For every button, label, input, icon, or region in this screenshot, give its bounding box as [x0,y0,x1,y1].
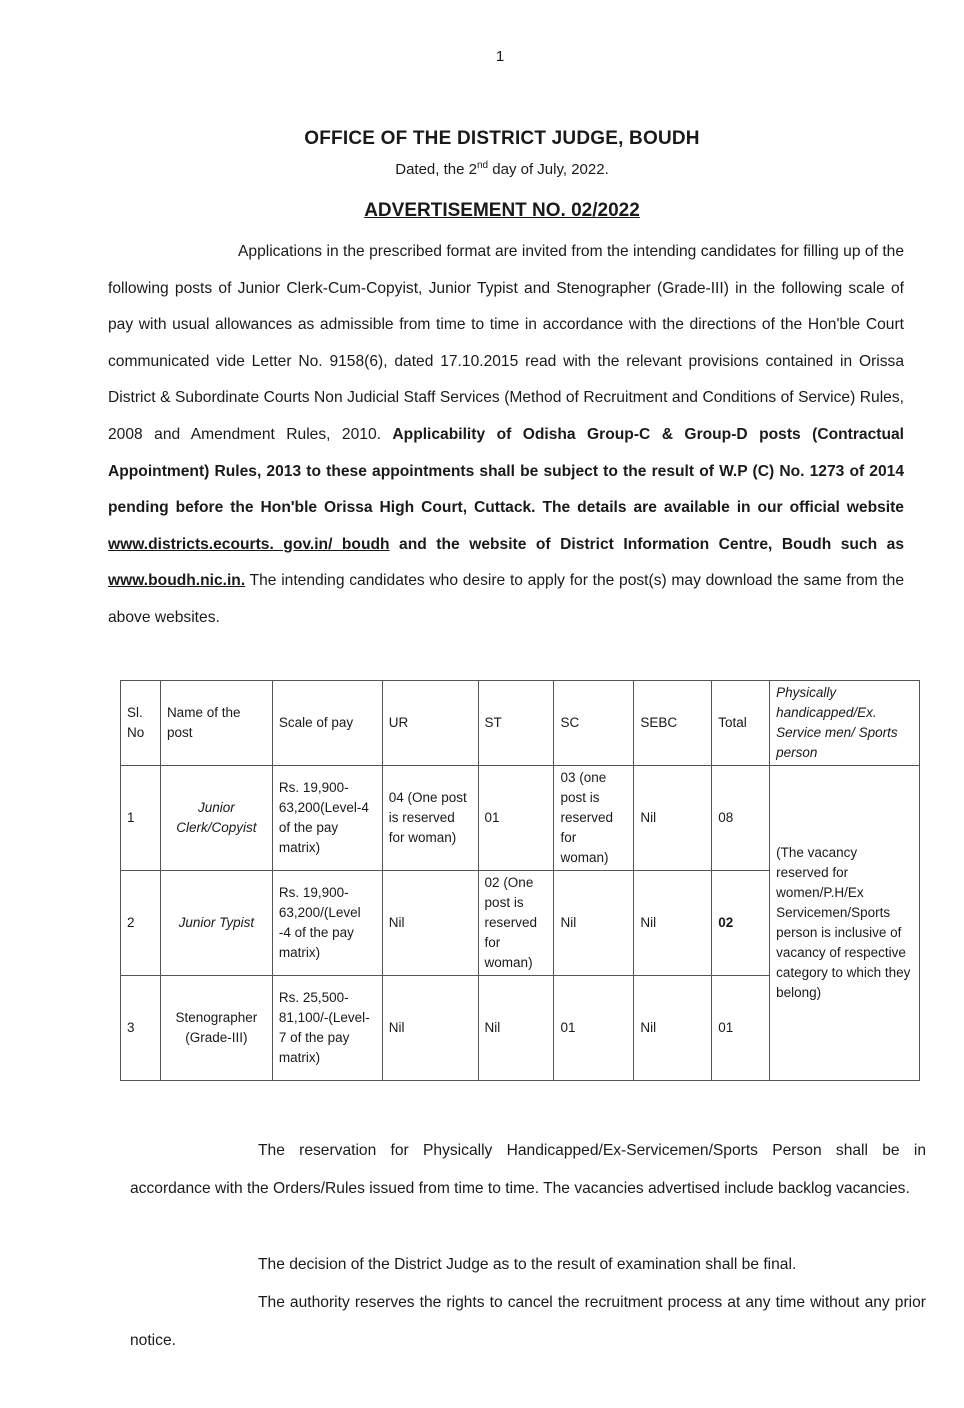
cell-name: Junior Typist [160,871,272,976]
header-ur: UR [382,681,478,766]
cell-total: 08 [712,766,770,871]
cell-sebc: Nil [634,976,712,1081]
decision-paragraph: The decision of the District Judge as to the result of examination shall be final. [258,1256,797,1273]
intro-part2: Applicability of Odisha Group-C & Group-D posts (Contractual Appointment) Rules, 2013 to these appointments shall be subject to the result of W.P (C) No. 1273 of 2014 pending before the Hon'ble Orissa High Court, Cuttack. [108,425,904,517]
reservation-text: The reservation for Physically Handicapped/Ex-Servicemen/Sports Person shall be in accordance with the Orders/Rules issued from time to time. The vacancies advertised include backlog vacancies. [130,1142,926,1197]
dated-prefix: Dated, the 2 [395,161,477,178]
cell-pay: Rs. 19,900-63,200(Level-4 of the pay matrix) [272,766,382,871]
cell-pay: Rs. 25,500-81,100/-(Level-7 of the pay matrix) [272,976,382,1081]
cell-ph-note: (The vacancy reserved for women/P.H/Ex Servicemen/Sports person is inclusive of vacancy of respective category to which they belong) [770,766,920,1081]
official-website-link[interactable]: www.districts.ecourts. gov.in/ boudh [108,535,390,553]
header-sebc: SEBC [634,681,712,766]
intro-bold1: The details are available in our official website [542,499,904,517]
cell-total: 01 [712,976,770,1081]
dated-suffix: day of July, 2022. [488,161,609,178]
cell-st: Nil [478,976,554,1081]
cell-pay: Rs. 19,900-63,200/(Level -4 of the pay matrix) [272,871,382,976]
intro-bold2: and the website of District Information Centre, Boudh such as [389,535,904,553]
cell-sc: 03 (one post is reserved for woman) [554,766,634,871]
nic-website-link[interactable]: www.boudh.nic.in. [108,572,246,590]
cell-ur: 04 (One post is reserved for woman) [382,766,478,871]
cell-sl: 3 [121,976,161,1081]
cell-sc: Nil [554,871,634,976]
authority-paragraph [130,1284,926,1360]
intro-part3: The intending candidates who desire to apply for the post(s) may download the same from the above websites. [108,572,904,626]
header-st: ST [478,681,554,766]
cell-name: Junior Clerk/Copyist [160,766,272,871]
authority-text: The authority reserves the rights to cancel the recruitment process at any time without any prior notice. [130,1294,926,1349]
cell-sebc: Nil [634,766,712,871]
cell-ur: Nil [382,871,478,976]
reservation-paragraph [130,1132,926,1208]
cell-st: 02 (One post is reserved for woman) [478,871,554,976]
cell-sebc: Nil [634,871,712,976]
header-ph: Physically handicapped/Ex. Service men/ Sports person [770,681,920,766]
header-sl: Sl. No [121,681,161,766]
table-row [121,766,920,871]
intro-part1: Applications in the prescribed format are invited from the intending candidates for filling up of the following posts of Junior Clerk-Cum-Copyist, Junior Typist and Stenographer (Grade-III) in the following scale of pay with usual allowances as admissible from time to time in accordance with the directions of the Hon'ble Court communicated vide Letter No. 9158(6), dated 17.10.2015 read with the relevant provisions contained in Orissa District & Subordinate Courts Non Judicial Staff Services (Method of Recruitment and Conditions of Service) Rules, 2008 and Amendment Rules, 2010. [108,243,904,443]
dated-sup: nd [476,160,489,171]
dated-line [0,160,964,178]
header-pay: Scale of pay [272,681,382,766]
intro-paragraph [108,234,904,637]
cell-st: 01 [478,766,554,871]
table-header-row [121,681,920,766]
cell-sc: 01 [554,976,634,1081]
header-name: Name of the post [160,681,272,766]
header-total: Total [712,681,770,766]
cell-name: Stenographer (Grade-III) [160,976,272,1081]
office-title: OFFICE OF THE DISTRICT JUDGE, BOUDH [304,128,700,149]
cell-sl: 1 [121,766,161,871]
advertisement-number: ADVERTISEMENT NO. 02/2022 [364,200,640,221]
cell-ur: Nil [382,976,478,1081]
cell-sl: 2 [121,871,161,976]
cell-total: 02 [712,871,770,976]
header-sc: SC [554,681,634,766]
page-number: 1 [495,48,505,65]
posts-table [120,680,920,1081]
